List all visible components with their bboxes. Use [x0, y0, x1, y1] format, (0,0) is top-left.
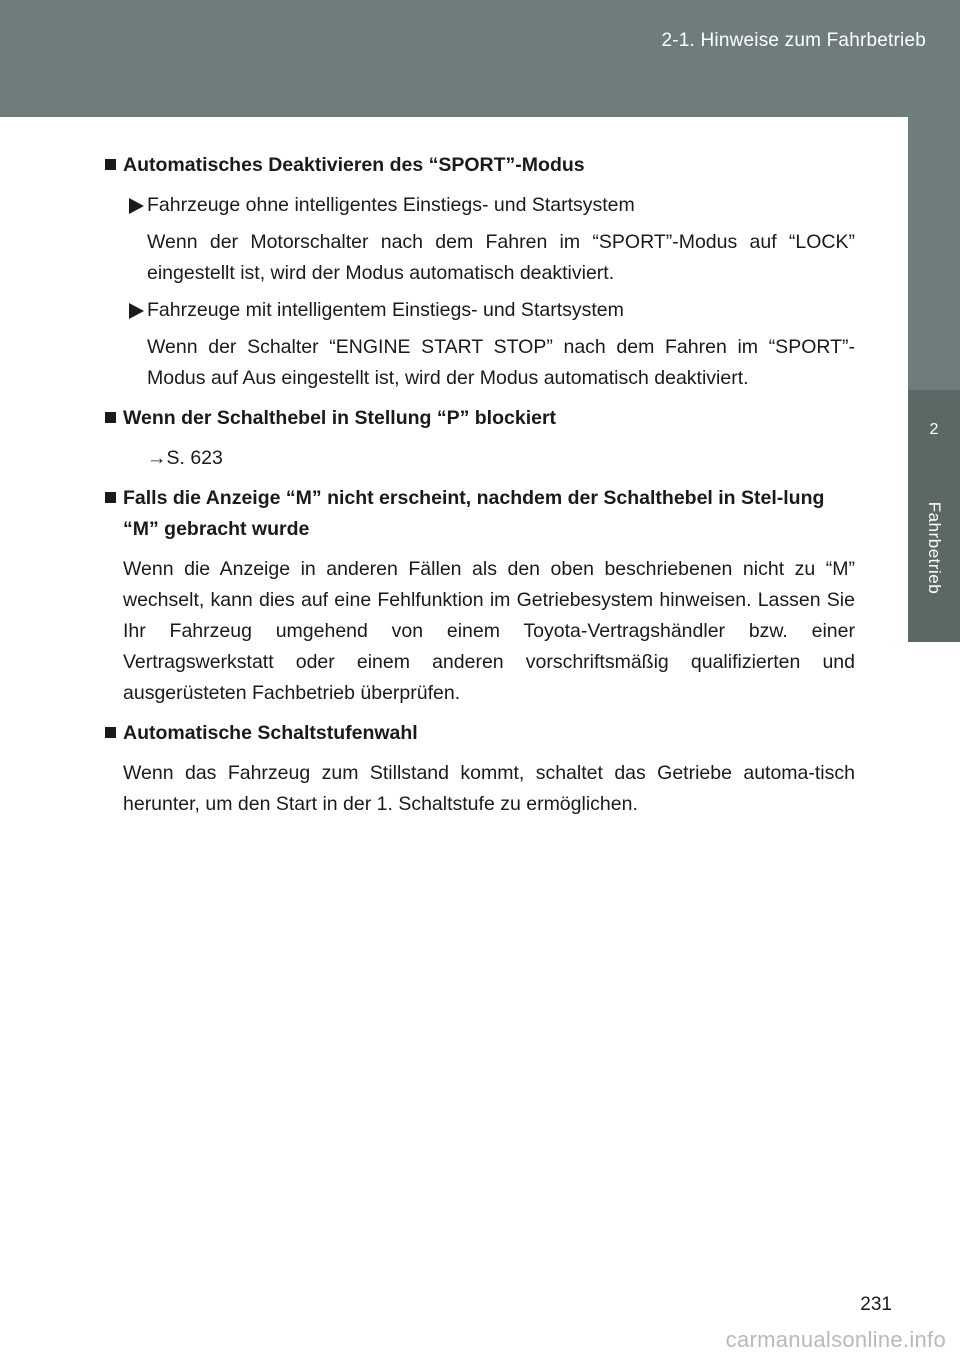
heading-text: Wenn der Schalthebel in Stellung “P” blockiert	[123, 407, 557, 429]
header-bar	[0, 0, 960, 117]
section-title: 2-1. Hinweise zum Fahrbetrieb	[661, 30, 926, 51]
heading-text: Automatische Schaltstufenwahl	[123, 722, 418, 744]
page-number: 231	[860, 1294, 892, 1315]
square-bullet-icon	[105, 412, 116, 423]
paragraph: Wenn das Fahrzeug zum Stillstand kommt, schaltet das Getriebe automa-tisch herunter, um den Start in der 1. Schaltstufe zu ermöglichen.	[123, 762, 855, 815]
paragraph: Wenn die Anzeige in anderen Fällen als den oben beschriebenen nicht zu “M” wechselt, kann dies auf eine Fehlfunktion im Getriebesystem hinweisen. Lassen Sie Ihr Fahrzeug umgehend von einem Toyota-Vertragshändler bzw. einer Vertragswerkstatt oder einem anderen vorschriftsmäßig qualifizierten und ausgerüsteten Fachbetrieb überprüfen.	[123, 558, 855, 704]
triangle-bullet-icon	[129, 303, 144, 319]
chapter-label: Fahrbetrieb	[925, 501, 944, 595]
square-bullet-icon	[105, 727, 116, 738]
section-heading	[105, 150, 855, 181]
page-content	[105, 150, 855, 826]
chapter-number: 2	[929, 421, 939, 438]
heading-text: Falls die Anzeige “M” nicht erscheint, nachdem der Schalthebel in Stel-lung “M” gebracht wurde	[123, 487, 825, 540]
bullet-text: Fahrzeuge ohne intelligentes Einstiegs- und Startsystem	[147, 194, 635, 216]
bullet-text: Fahrzeuge mit intelligentem Einstiegs- und Startsystem	[147, 299, 624, 321]
side-tab-upper	[908, 117, 960, 390]
square-bullet-icon	[105, 492, 116, 503]
vehicle-variant-bullet	[105, 295, 855, 326]
paragraph: Wenn der Schalter “ENGINE START STOP” nach dem Fahren im “SPORT”-Modus auf Aus eingestellt ist, wird der Modus automatisch deaktiviert.	[147, 336, 855, 389]
square-bullet-icon	[105, 159, 116, 170]
watermark: carmanualsonline.info	[725, 1327, 946, 1352]
heading-text: Automatisches Deaktivieren des “SPORT”-Modus	[123, 154, 585, 176]
section-heading	[105, 718, 855, 749]
paragraph: Wenn der Motorschalter nach dem Fahren im “SPORT”-Modus auf “LOCK” eingestellt ist, wird der Modus automatisch deaktiviert.	[147, 231, 855, 284]
triangle-bullet-icon	[129, 198, 144, 214]
page-reference: →S. 623	[147, 447, 223, 469]
section-heading	[105, 403, 855, 434]
vehicle-variant-bullet	[105, 190, 855, 221]
section-heading	[105, 483, 855, 545]
